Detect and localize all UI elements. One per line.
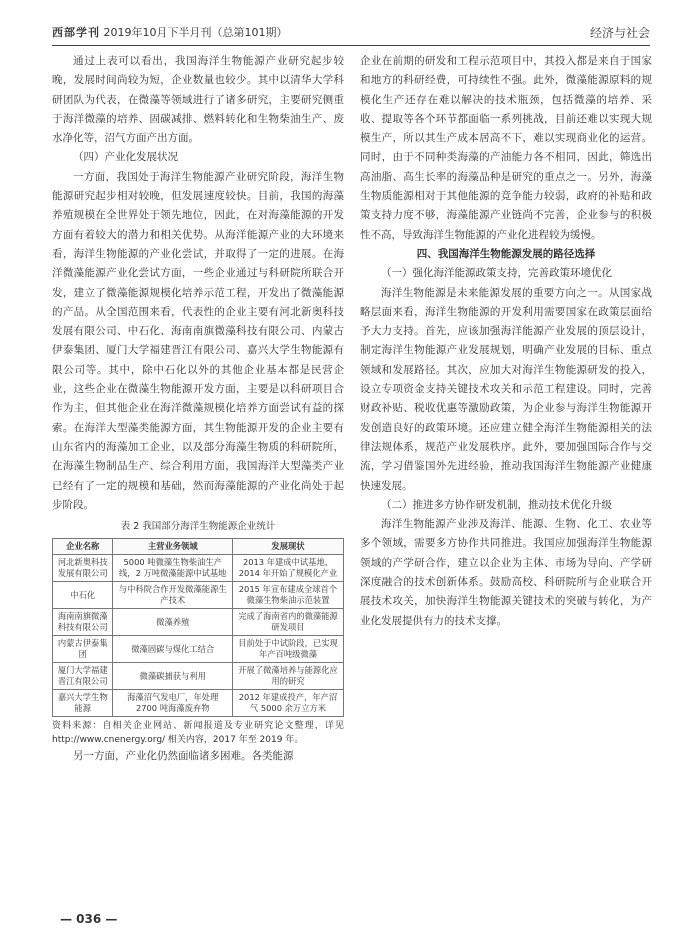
table-cell: 2013 年建成中试基地，2014 年开始了规模化产业: [233, 555, 344, 582]
issue-info: 2019年10月下半月刊（总第101期）: [103, 26, 288, 39]
header-rule: [52, 45, 650, 46]
header-journal-info: [52, 24, 288, 40]
table-cell: 河北新奥科技发展有限公司: [53, 555, 113, 582]
section-heading: （二）推进多方协作研发机制，推动技术优化升级: [381, 498, 612, 511]
table-row: [53, 690, 344, 717]
table-cell: 完成了海南省内的微藻能源研发项目: [233, 609, 344, 636]
table-cell: 目前处于中试阶段，已实现年产百吨级微藻: [233, 636, 344, 663]
table-cell: 厦门大学福建晋江有限公司: [53, 663, 113, 690]
paragraph: 海洋生物能源产业涉及海洋、能源、生物、化工、农业等多个领域，需要多方协作共同推进。我国应加强海洋生物能源领域的产学研合作，建立以企业为主体、市场为导向、产学研深度融合的技术创新体系。鼓励高校、科研院所与企业联合开展技术攻关，加快海洋生物能源关键技术的突破与转化，为产业化发展提供有力的技术支撑。: [360, 518, 652, 627]
table-cell: 5000 吨微藻生物柴油生产线，2 万吨微藻能源中试基地: [113, 555, 233, 582]
section-heading: （四）产业化发展状况: [73, 151, 178, 164]
paragraph: 企业在前期的研发和工程示范项目中，其投入都是来自于国家和地方的科研经费，可持续性不强。此外，微藻能源原料的规模化生产还存在难以解决的技术瓶颈，包括微藻的培养、采收、提取等各个环节都面临一系列挑战，目前还难以实现大规模生产，所以其生产成本居高不下，难以实现商业化的运营。同时，由于不同种类海藻的产油能力各不相同，因此，筛选出高油脂、高生长率的海藻品种是研究的重点之一。另外，海藻生物质能源相对于其他能源的竞争能力较弱，政府的补贴和政策支持力度不够，海藻能源产业链尚不完善，企业参与的积极性不高，导致海洋生物能源的产业化进程较为缓慢。: [360, 55, 652, 241]
table-cell: 微藻养殖: [113, 609, 233, 636]
section-label: 经济与社会: [589, 26, 650, 40]
column-header: 企业名称: [53, 539, 113, 555]
table-cell: 海藻沼气发电厂，年处理 2700 吨海藻废弃物: [113, 690, 233, 717]
table-caption: 表 2 我国部分海洋生物能源企业统计: [120, 521, 276, 533]
table-cell: 内蒙古伊泰集团: [53, 636, 113, 663]
main-section-heading: 四、我国海洋生物能源发展的路径选择: [416, 247, 596, 260]
table-source-note: 资料来源：自相关企业网站、新闻报道及专业研究论文整理，详见 http://www.cnenergy.org/ 相关内容，2017 年至 2019 年。: [52, 721, 344, 745]
table-header-row: [53, 539, 344, 555]
paragraph: 海洋生物能源是未来能源发展的重要方向之一。从国家战略层面来看，海洋生物能源的开发利用需要国家在政策层面给予大力支持。首先，应该加强海洋能源产业发展的顶层设计，制定海洋生物能源产业发展规划，明确产业发展的目标、重点领域和发展路径。其次，应加大对海洋生物能源研发的投入，设立专项资金支持关键技术攻关和示范工程建设。同时，完善财政补贴、税收优惠等激励政策，为企业参与海洋生物能源开发创造良好的政策环境。还应建立健全海洋生物能源相关的法律法规体系，规范产业发展秩序。此外，要加强国际合作与交流，学习借鉴国外先进经验，推动我国海洋生物能源产业健康快速发展。: [360, 286, 652, 492]
paragraph: 一方面，我国处于海洋生物能源产业研究阶段，海洋生物能源研究起步相对较晚，但发展速度较快。目前，我国的海藻养殖规模在全世界处于领先地位，因此，在对海藻能源的开发方面有着较大的潜力和相关优势。从海洋能源产业的大环境来看，海洋生物能源的产业化尝试，并取得了一定的进展。在海洋微藻能源产业化尝试方面，一些企业通过与科研院所联合开发，建立了微藻能源规模化培养示范工程，开发出了微藻能源的产品。从全国范围来看，代表性的企业主要有河北新奥科技发展有限公司、中石化、海南南旗微藻科技有限公司、内蒙古伊泰集团、厦门大学福建晋江有限公司、嘉兴大学生物能源有限公司等。其中，除中石化以外的其他企业基本都是民营企业，这些企业在微藻生物能源开发方面，主要是以科研项目合作为主，但其他企业在海洋微藻规模化培养方面尝试有益的探索。在海洋大型藻类能源方面，其生物能源开发的企业主要有山东省内的海藻加工企业，以及部分海藻生物质的科研院所，在海藻生物制品生产、综合利用方面，我国海洋大型藻类产业已经有了一定的规模和基础，然而海藻能源的产业化尚处于起步阶段。: [52, 170, 344, 511]
left-column: [52, 52, 344, 767]
running-header: [52, 22, 650, 44]
section-heading: （一）强化海洋能源政策支持，完善政策环境优化: [381, 267, 612, 280]
table-cell: 海南南旗微藻科技有限公司: [53, 609, 113, 636]
table-cell: 微藻碳捕获与利用: [113, 663, 233, 690]
table-row: [53, 582, 344, 609]
right-column: [360, 52, 652, 631]
page-number: — 036 —: [60, 912, 118, 926]
table-row: [53, 555, 344, 582]
paragraph: 通过上表可以看出，我国海洋生物能源产业研究起步较晚，发展时间尚较为短，企业数量也较少。其中以清华大学科研团队为代表，在微藻等领域进行了诸多研究，主要研究侧重于海洋微藻的培养、固碳减排、燃料转化和生物柴油生产、废水净化等，沼气方面产出方面。: [52, 55, 344, 145]
paragraph: 另一方面，产业化仍然面临诸多困难。各类能源: [73, 750, 294, 763]
journal-logo: 西部学刊: [52, 26, 100, 39]
table-cell: 微藻固碳与煤化工结合: [113, 636, 233, 663]
table-row: [53, 609, 344, 636]
enterprise-table: [52, 538, 344, 717]
column-header: 主营业务领域: [113, 539, 233, 555]
table-cell: 开展了微藻培养与能源化应用的研究: [233, 663, 344, 690]
table-cell: 2012 年建成投产，年产沼气 5000 余万立方米: [233, 690, 344, 717]
table-cell: 与中科院合作开发微藻能源生产技术: [113, 582, 233, 609]
table-row: [53, 663, 344, 690]
column-header: 发展现状: [233, 539, 344, 555]
table-cell: 2015 年宣布建成全球首个微藻生物柴油示范装置: [233, 582, 344, 609]
table-row: [53, 636, 344, 663]
table-cell: 中石化: [53, 582, 113, 609]
table-cell: 嘉兴大学生物能源: [53, 690, 113, 717]
